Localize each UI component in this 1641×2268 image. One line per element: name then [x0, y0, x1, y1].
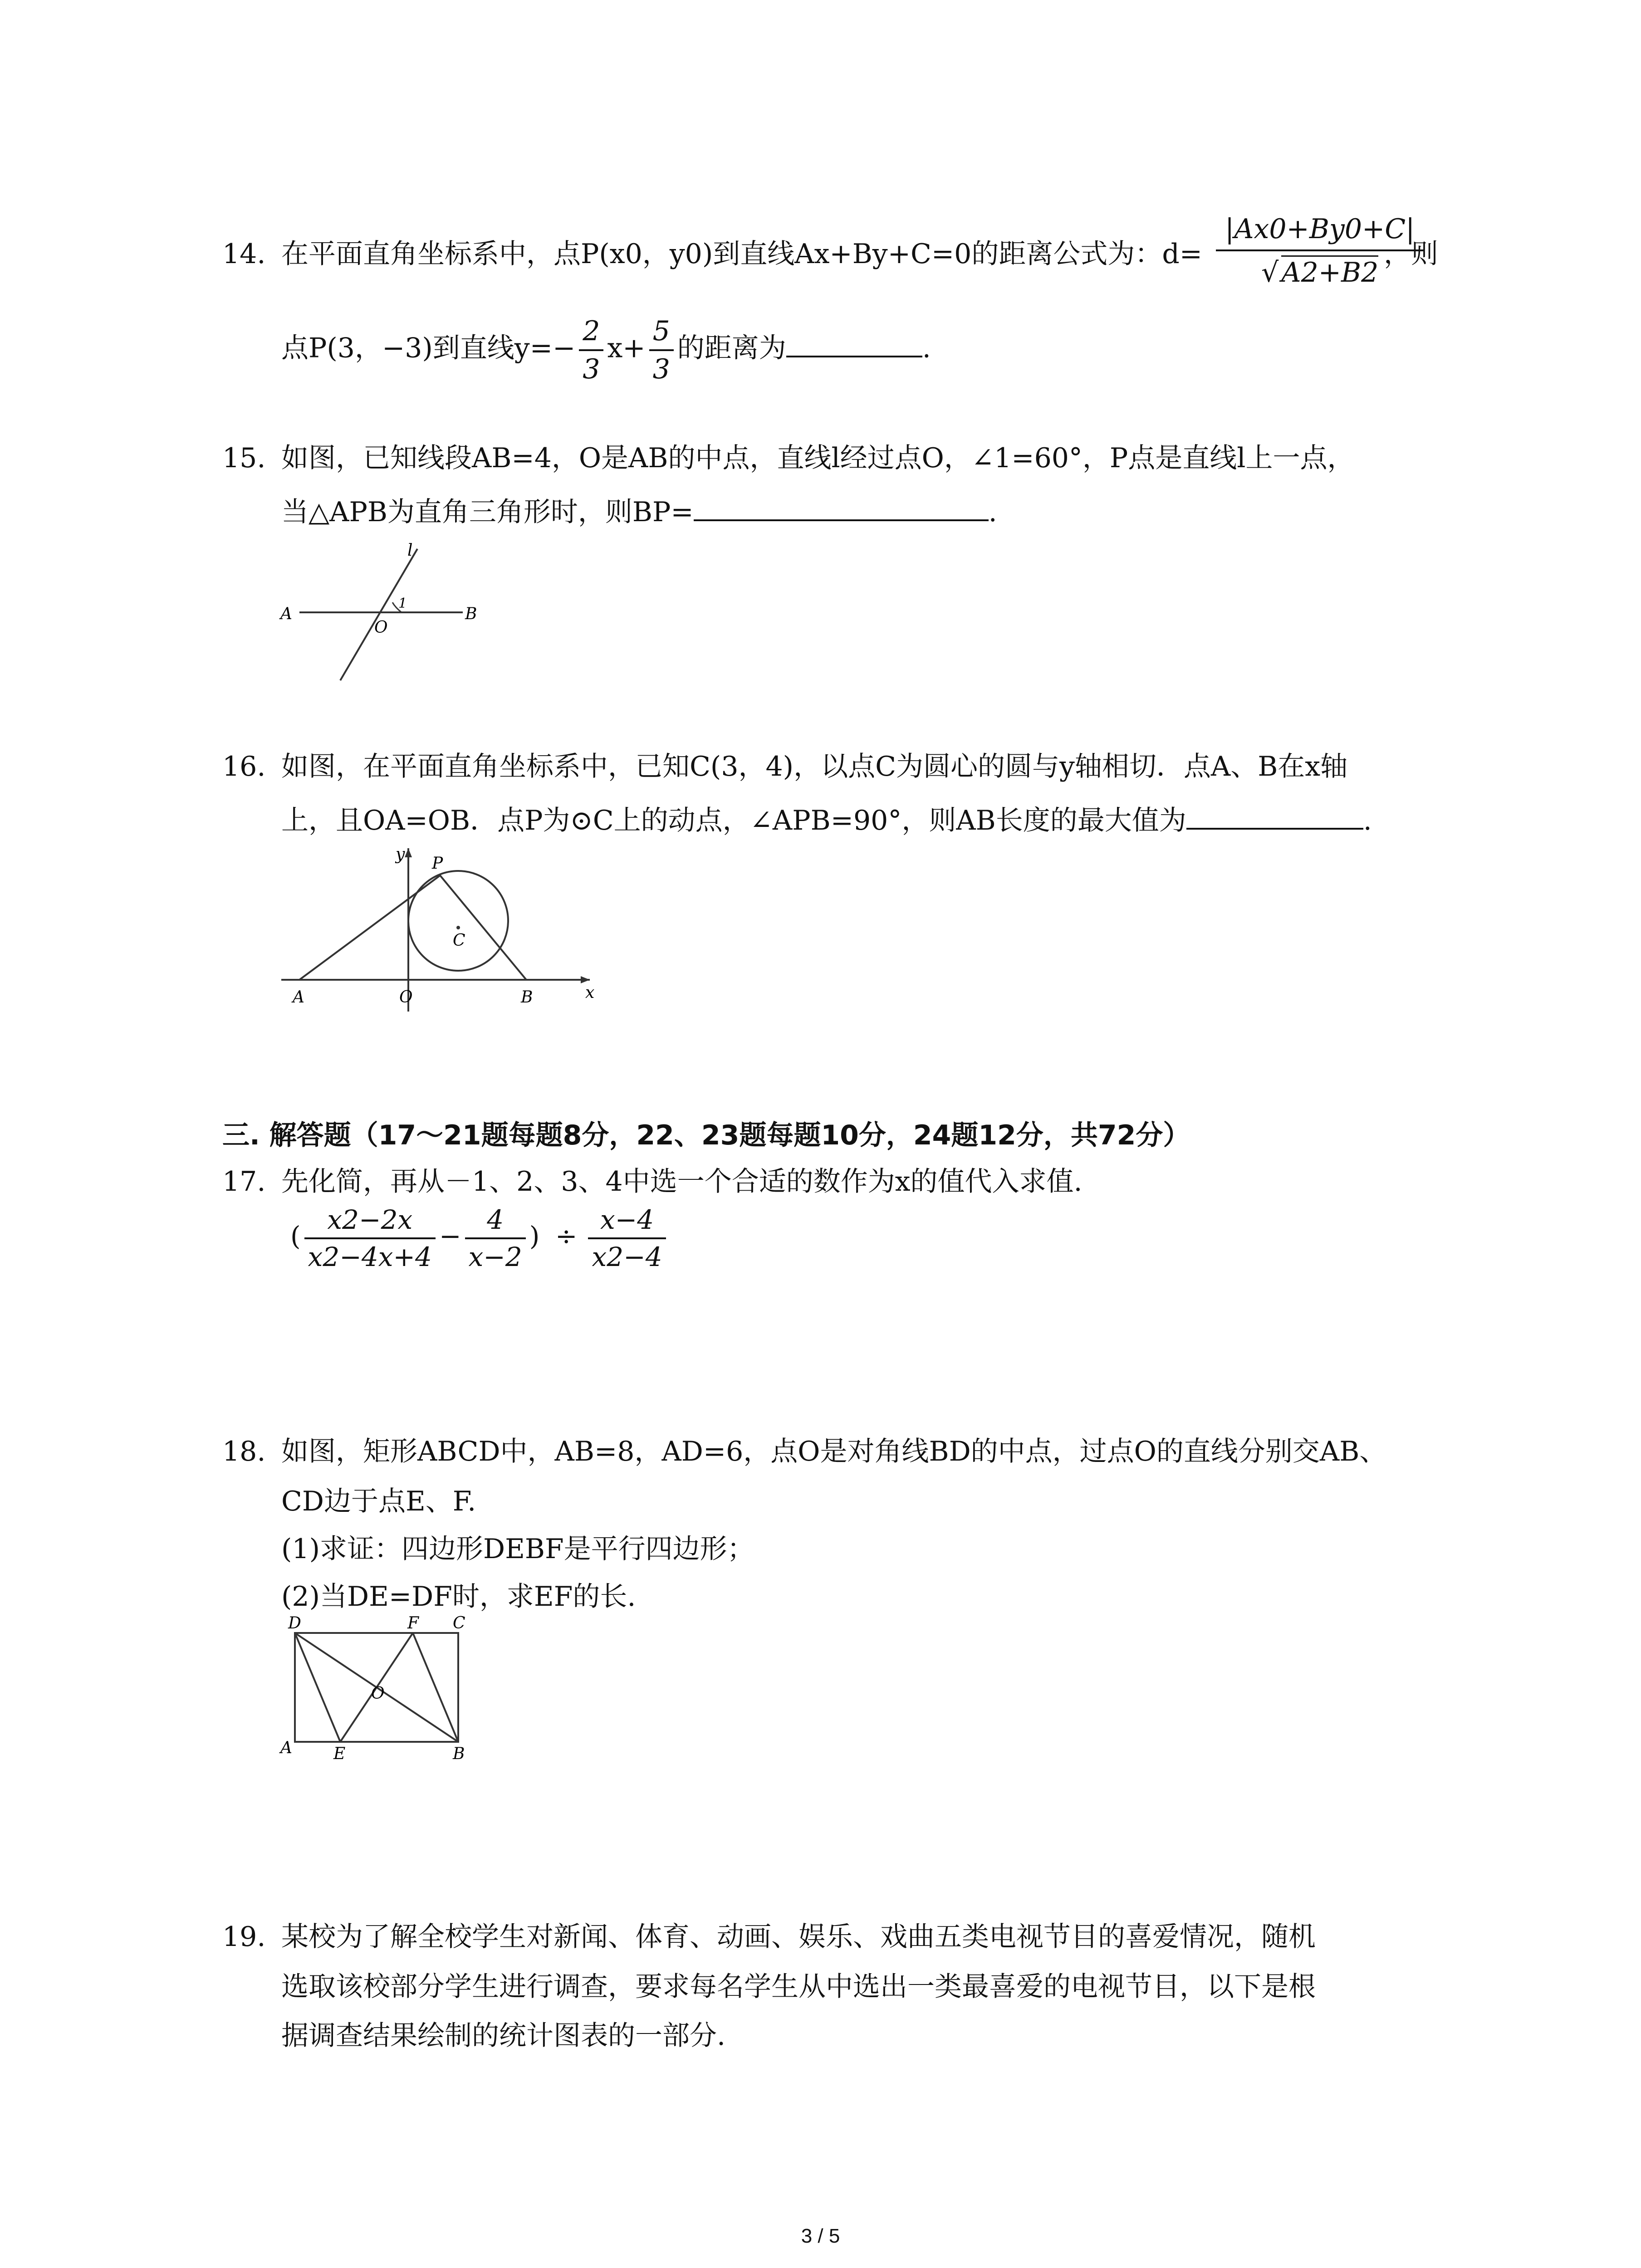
question-text: 如图，在平面直角坐标系中，已知C(3，4)，以点C为圆心的圆与y轴相切．点A、B在x轴 — [281, 751, 1348, 782]
question-number: 19. — [222, 1921, 266, 1953]
label-c: C — [453, 1615, 465, 1633]
question-text: 当△APB为直角三角形时，则BP= — [281, 496, 694, 528]
line-l — [340, 549, 417, 680]
label-a: A — [280, 605, 292, 623]
question-text: 在平面直角坐标系中，点P(x0，y0)到直线Ax+By+C=0的距离公式为：d= — [281, 238, 1203, 270]
answer-blank[interactable] — [786, 333, 922, 357]
question-text: 上，且OA=OB．点P为⊙C上的动点，∠APB=90°，则AB长度的最大值为 — [281, 805, 1186, 836]
question-text: 点P(3，−3)到直线y=− — [281, 332, 576, 364]
question-text: 先化简，再从－1、2、3、4中选一个合适的数作为x的值代入求值. — [281, 1166, 1083, 1198]
question-number: 15. — [222, 442, 266, 474]
label-o: O — [399, 988, 413, 1007]
circle-c — [408, 871, 508, 971]
fraction: $\frac{2}{3}$ — [579, 318, 603, 383]
sub-question-2: (2)当DE=DF时，求EF的长. — [281, 1581, 636, 1613]
label-e: E — [333, 1745, 346, 1763]
fraction: $\frac{5}{3}$ — [649, 318, 674, 383]
segment-de — [295, 1633, 340, 1742]
answer-blank[interactable] — [1186, 805, 1363, 830]
label-b: B — [465, 605, 477, 623]
question-text: 的距离为 — [677, 332, 786, 364]
fraction: $\frac{4}{x-2}$ — [465, 1207, 526, 1270]
label-y: y — [396, 845, 405, 864]
figure-rectangle — [272, 1615, 490, 1765]
formula-numerator: |Ax0+By0+C| — [1216, 213, 1424, 251]
label-a: A — [293, 988, 304, 1007]
formula-den-text: A2+B2 — [1281, 255, 1378, 288]
center-point — [456, 926, 460, 929]
label-p: P — [432, 854, 443, 873]
label-o: O — [371, 1684, 385, 1703]
question-number: 18. — [222, 1436, 266, 1467]
question-text: CD边于点E、F. — [281, 1486, 476, 1517]
x-axis-arrow — [581, 976, 590, 983]
label-f: F — [407, 1615, 419, 1633]
section-title: 三. 解答题（17～21题每题8分，22、23题每题10分，24题12分，共72分） — [222, 1119, 1190, 1151]
question-text: 某校为了解全校学生对新闻、体育、动画、娱乐、戏曲五类电视节目的喜爱情况，随机 — [281, 1921, 1316, 1953]
label-a: A — [280, 1739, 292, 1757]
question-number: 16. — [222, 751, 266, 782]
figure-circle-coordinate — [272, 839, 599, 1021]
question-text: 据调查结果绘制的统计图表的一部分. — [281, 2020, 726, 2052]
sqrt-icon: √ — [1261, 257, 1279, 288]
segment-fb — [413, 1633, 458, 1742]
question-text: x+ — [607, 332, 646, 364]
question-text: 选取该校部分学生进行调查，要求每名学生从中选出一类最喜爱的电视节目，以下是根 — [281, 1971, 1316, 2003]
label-angle-1: 1 — [398, 596, 407, 611]
question-number: 17. — [222, 1166, 266, 1198]
y-axis-arrow — [405, 848, 412, 857]
label-b: B — [453, 1745, 465, 1763]
fraction: $\frac{x-4}{x2-4}$ — [588, 1207, 666, 1270]
fraction: $\frac{x2-2x}{x2-4x+4}$ — [304, 1207, 436, 1270]
question-text: 如图，矩形ABCD中，AB=8，AD=6，点O是对角线BD的中点，过点O的直线分别交AB、 — [281, 1436, 1387, 1467]
label-l: l — [407, 541, 413, 560]
label-o: O — [374, 618, 388, 637]
figure-line-ab — [272, 540, 508, 689]
answer-blank[interactable] — [694, 497, 989, 521]
label-x: x — [585, 983, 595, 1002]
label-c: C — [453, 931, 465, 950]
question-number: 14. — [222, 238, 266, 270]
sub-question-1: (1)求证：四边形DEBF是平行四边形； — [281, 1533, 754, 1565]
label-b: B — [521, 988, 533, 1007]
page-number: 3 / 5 — [801, 2225, 840, 2247]
label-d: D — [288, 1615, 301, 1633]
exam-page: 14. 在平面直角坐标系中，点P(x0，y0)到直线Ax+By+C=0的距离公式为：d= $\frac{|Ax0+By0+C|}{√ A2+B2}$ ，则 点P(3，−3)到直线y=− $\frac{2}{3}$ x+ $\frac{5}{3}$ 的距离为 . 15. 如图，已知线段AB=4，O是AB的中点，直线l经过点O，∠1=60°，P点是直线l上一点， 当△APB为直角三角形时，则BP= . l 1 A O B 16. 如图，在平面直角坐标系中，已知C(3，4)，以点C为圆心的圆与y轴相切．点A、B在x轴 上，且OA=OB．点P为⊙C上的动点，∠APB=90°，则AB长度的最大值为 . y x P C A O B 三. 解答题（17～21题每题8分，22、23题每题10分，24题12分，共72分） 17. 先化简，再从－1、2、3、4中选一个合适的数作为x的值代入求值. ( $\frac{x2-2x}{x2-4x+4}$ − $\frac{4}{x-2}$ ) ÷ $\frac{x-4}{x2-4}$ 18. 如图，矩形ABCD中，AB=8，AD=6，点O是对角线BD的中点，过点O的直线分别交AB、 CD边于点E、F. (1)求证：四边形DEBF是平行四边形； (2)当DE=DF时，求EF的长. D F C O A E B 19. 某校为了解全校学生对新闻、体育、动画、娱乐、戏曲五类电视节目的喜爱情况，随机 选取该校部分学生进行调查，要求每名学生从中选出一类最喜爱的电视节目，以下是根 据调查结果绘制的统计图表的一部分. 3 / 5 — [0, 0, 1641, 2268]
question-text-end: ，则 — [1384, 238, 1438, 270]
triangle-apb — [299, 875, 526, 980]
question-text: 如图，已知线段AB=4，O是AB的中点，直线l经过点O，∠1=60°，P点是直线l上一点， — [281, 442, 1355, 474]
